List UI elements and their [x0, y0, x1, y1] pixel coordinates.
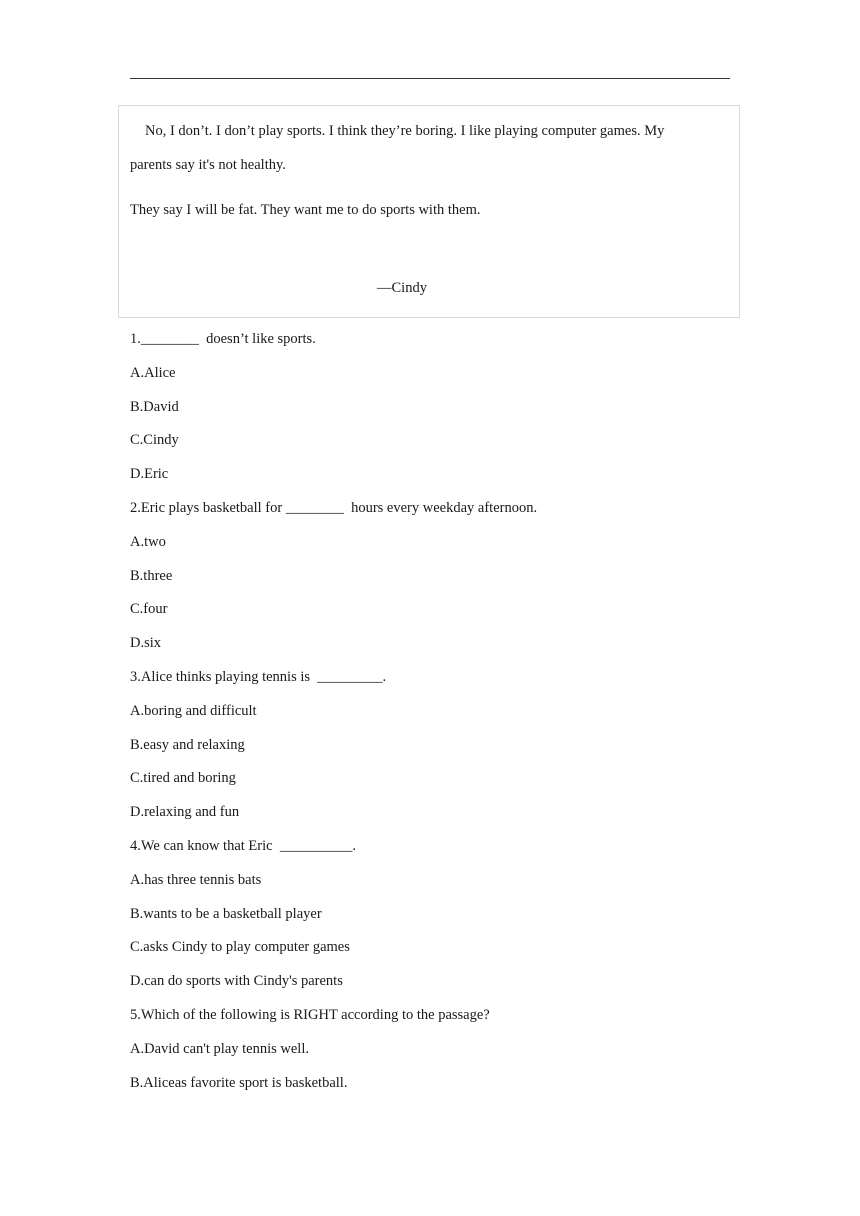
question-3-option-b: B.easy and relaxing [130, 736, 245, 753]
passage-box [118, 105, 740, 318]
passage-line-1: No, I don’t. I don’t play sports. I think they’re boring. I like playing computer games. My [145, 123, 665, 139]
question-1-option-c: C.Cindy [130, 432, 179, 449]
question-4-option-b: B.wants to be a basketball player [130, 905, 322, 922]
question-2-option-b: B.three [130, 567, 173, 584]
passage-signature: —Cindy [377, 280, 427, 296]
question-4-option-a: A.has three tennis bats [130, 871, 262, 888]
question-4-option-c: C.asks Cindy to play computer games [130, 939, 350, 956]
question-list [130, 330, 537, 1107]
question-3-option-c: C.tired and boring [130, 770, 236, 787]
passage-line-3: They say I will be fat. They want me to do sports with them. [130, 202, 481, 218]
question-4-stem: 4.We can know that Eric __________. [130, 837, 356, 854]
question-2-option-a: A.two [130, 533, 166, 550]
question-1-option-d: D.Eric [130, 466, 169, 483]
question-1-option-a: A.Alice [130, 364, 176, 381]
question-3-stem: 3.Alice thinks playing tennis is _________. [130, 668, 387, 685]
passage-line-2: parents say it's not healthy. [130, 157, 286, 173]
question-3-option-a: A.boring and difficult [130, 702, 257, 719]
question-1-option-b: B.David [130, 398, 179, 415]
header-rule [130, 78, 730, 79]
question-1-stem: 1.________ doesn’t like sports. [130, 331, 316, 347]
question-2-stem: 2.Eric plays basketball for ________ hours every weekday afternoon. [130, 499, 538, 516]
question-5-option-b: B.Aliceas favorite sport is basketball. [130, 1074, 348, 1091]
question-5-stem: 5.Which of the following is RIGHT according to the passage? [130, 1006, 490, 1023]
question-3-option-d: D.relaxing and fun [130, 804, 240, 821]
question-2-option-c: C.four [130, 601, 168, 618]
question-5-option-a: A.David can't play tennis well. [130, 1040, 309, 1057]
question-4-option-d: D.can do sports with Cindy's parents [130, 973, 343, 990]
question-2-option-d: D.six [130, 635, 162, 652]
